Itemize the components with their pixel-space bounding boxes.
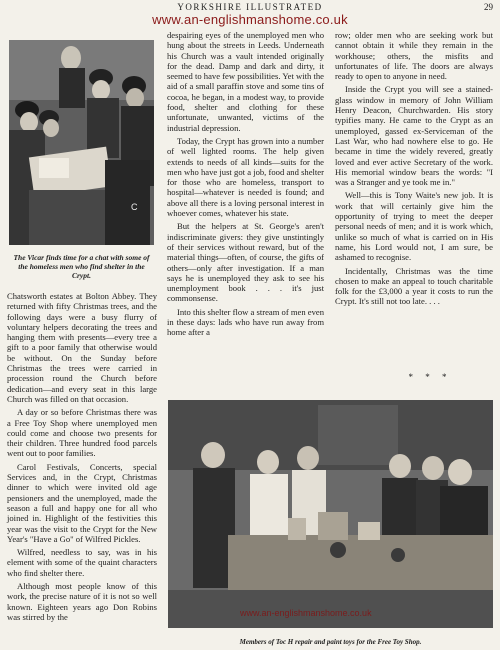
left-paragraph: Carol Festivals, Concerts, special Services and, in the Crypt, Christmas dinner to which were invited old age pensioners and the unemployed, made the season a full and happy one for all who joined in. Highlight of the festivities this year was the visit to the Crypt for the New Year's "Have a Go" of Wilfred Pickles. — [7, 461, 157, 544]
middle-paragraph: Today, the Crypt has grown into a number of well lighted rooms. The help given extends to needs of all kinds—suits for the men who have just got a job, food and shelter for those who are homeless, transport to hospital—whatever is needed is found; and above all there is a loving personal interest in whoever comes, whatever his state. — [167, 135, 324, 219]
middle-column — [167, 30, 324, 341]
right-paragraph: row; older men who are seeking work but cannot obtain it while they remain in the workhouse; others, the misfits and unfortunates of life. The doors are always ready to open to anyone in need. — [335, 30, 493, 82]
running-head: YORKSHIRE ILLUSTRATED — [177, 2, 323, 12]
middle-paragraph: Into this shelter flow a stream of men even in these days: lads who have run away from home after a — [167, 306, 325, 338]
left-column — [7, 291, 157, 625]
watermark-link[interactable]: www.an-englishmanshome.co.uk — [152, 12, 348, 27]
toc-h-workshop-photo — [168, 400, 493, 628]
right-paragraph: Well—this is Tony Waite's new job. It is work that will certainly give him the opportunity of trying to meet the deeper personal needs of men; and it is work which, unlike so much of what is carried on in His name, his Lord would not, I am sure, be ashamed to recognise. — [335, 190, 493, 263]
right-paragraph: Inside the Crypt you will see a stained-glass window in memory of John William Henry Deacon, Churchwarden. His story typifies many. He came to the Crypt as an unemployed, gassed ex-Serviceman of the Last War, who had nowhere else to go. He became in time the widely revered, greatly loved and ever active Secretary of the work. His memorial window bears the words: "I was a Stranger and ye took me in." — [335, 84, 493, 188]
right-paragraph: Incidentally, Christmas was the time chosen to make an appeal to touch charitable folk for the £3,000 a year it costs to run the Crypt. It's still not too late. . . . — [335, 265, 493, 307]
svg-text:C: C — [131, 202, 138, 212]
left-paragraph: Although most people know of this work, the precise nature of it is not so well known. Eighteen years ago Don Robins was stirred by the — [7, 581, 157, 622]
middle-paragraph: But the helpers at St. George's aren't indiscriminate givers: they give unstintingly of their services without reward, but of the material things—often, of course, the gifts of others—only after investigation. If a man says he is unemployed they ask to see his unemployment book . . . it's just commonsense. — [167, 221, 324, 304]
toc-h-caption: Members of Toc H repair and paint toys for the Free Toy Shop. — [239, 638, 422, 646]
watermark-bottom: www.an-englishmanshome.co.uk — [240, 608, 372, 618]
left-paragraph: Chatsworth estates at Bolton Abbey. They returned with fifty Christmas trees, and the following days were a busy flurry of voluntary helpers decorating the trees and hanging them with presents—every tree a gift to a poor family that otherwise would be without. On the Sunday before Christmas the trees were carried in procession round the Church before dedication—and every seat in this large Church was filled on that occasion. — [7, 291, 157, 404]
middle-paragraph: despairing eyes of the unemployed men who hung about the streets in Leeds. Underneath his Church was a vault intended originally for the dead. Damp and dark and dirty, it seemed to have few possibilities. Yet with the aid of a small paraffin stove and some tins of cocoa, he began, in a modest way, to provide food, shelter and clothing for these unfortunate, unwanted, victims of the industrial depression. — [167, 30, 324, 133]
right-column — [335, 30, 493, 310]
section-separator: * * * — [408, 372, 452, 382]
page-number: 29 — [484, 2, 493, 12]
left-paragraph: A day or so before Christmas there was a Free Toy Shop where unemployed men could come and choose two presents for their children. Three hundred food parcels went out to poor families. — [7, 407, 157, 459]
toc-h-workshop-photo-art — [168, 400, 493, 628]
left-paragraph: Wilfred, needless to say, was in his element with some of the quaint characters who find shelter there. — [7, 547, 157, 578]
vicar-chat-caption: The Vicar finds time for a chat with some of the homeless men who find shelter in the Crypt. — [13, 253, 150, 280]
vicar-chat-photo-art — [9, 40, 154, 245]
vicar-chat-photo — [9, 40, 154, 245]
